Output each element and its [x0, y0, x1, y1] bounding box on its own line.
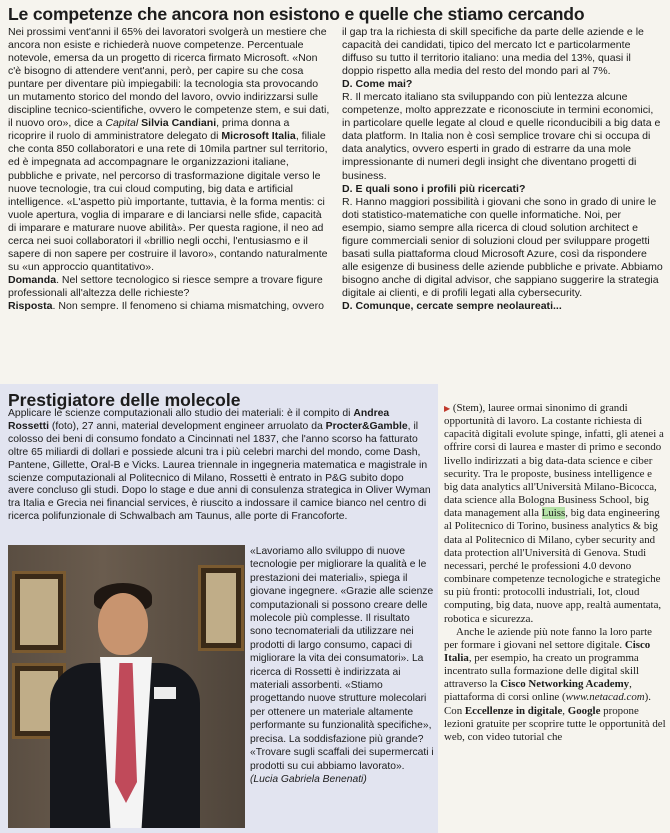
article-column-3	[444, 402, 666, 744]
picture-frame	[12, 571, 66, 653]
col3-text-7: ,	[562, 704, 568, 717]
box-text-2: (foto), 27 anni, material development engineer arruolato da	[49, 420, 326, 432]
company-name: Microsoft Italia	[221, 130, 296, 143]
col3-text-1: (Stem), lauree ormai sinonimo di grandi opportunità di lavoro. La costante richiesta di capacità digitali evolute spinge, infatti, gli atenei a offrire corsi di laurea e master di primo e secondo livello indirizzati a big data-data science e ciber security. Tra le proposte, business intelligence e big data analytics all'Università Milano-Bicocca, data science alla Bologna Business School, big data management alla	[444, 402, 664, 520]
portrait-photo	[8, 545, 245, 828]
answer-text: . Non sempre. Il fenomeno si chiama mismatching, ovvero	[52, 299, 324, 312]
question-label: Domanda	[8, 273, 57, 286]
academy-name: Cisco Networking Academy	[500, 678, 630, 691]
employer-name: Procter&Gamble	[325, 420, 408, 432]
question-2: D. Come mai?	[342, 78, 413, 91]
face	[98, 593, 148, 655]
intro-text: Nei prossimi vent'anni il 65% dei lavoratori svolgerà un mestiere che ancora non esiste e richiederà nuove competenze. Percentuale notevole, emersa da un progetto di ricerca firmato Microsoft. «Non c'è bisogno di attendere vent'anni, però, per capire su che cosa puntare per diventare più impiegabili: la tecnologia sta provocando un mutamento storico del mondo del lavoro, ovvio indirizzarsi sulle discipline tecnico-scientifiche, ovvero le competenze stem, e sui dati, il nuovo oro», dice a	[8, 26, 330, 130]
box-body	[8, 408, 432, 524]
col3-text-8: propone lezioni gratuite per scoprire tutte le opportunità del web, con video tutorial che	[444, 704, 666, 743]
col3-text-5: , piattaforma di corsi online (	[444, 678, 632, 704]
program-name: Eccellenze in digitale	[464, 704, 563, 717]
box-text-1: Applicare le scienze computazionali allo studio dei materiali: è il compito di	[8, 408, 354, 419]
article-column-2	[342, 26, 664, 313]
question-4: D. Comunque, cercate sempre neolaureati...	[342, 299, 562, 312]
website-url: www.netacad.com	[565, 691, 645, 704]
question-text: . Nel settore tecnologico si riesce sempre a trovare figure professionali all'altezza delle richieste?	[8, 273, 323, 299]
google-name: Google	[567, 704, 601, 717]
answer-label: Risposta	[8, 299, 53, 312]
col3-text-2: , big data engineering al Politecnico di Torino, business analytics & big data al Politecnico di Milano, cyber security and data protection all'Università di Genova. Studi necessari, perché le professioni 4.0 devono combinare competenze tecnologiche e strategiche su più fronti: protocolli industriali, Iot, cloud computing, big data, nuove app, realtà aumentata, robotica e sicurezza.	[444, 507, 662, 625]
profile-name: Andrea Rossetti	[8, 408, 390, 432]
answer-2: R. Il mercato italiano sta sviluppando con più lentezza alcune competenze, molto apprezzate e riconosciute in termini economici, in particolare quelle legate al cloud e quelle riconducibili a big data e data platform. In Italia non è così semplice trovare chi si occupa di data analytics, ovvero esperti in grado di estrarre da una mole impressionante di numeri degli insight che diventano progetti di business.	[342, 91, 661, 182]
person-name: Silvia Candiani	[141, 117, 217, 130]
author-signature: (Lucia Gabriela Benenati)	[250, 773, 367, 785]
magazine-name: Capital	[105, 117, 139, 130]
picture-frame	[198, 565, 244, 651]
pocket-square	[154, 687, 176, 699]
question-3: D. E quali sono i profili più ricercati?	[342, 182, 526, 195]
quote-text: «Lavoriamo allo sviluppo di nuove tecnologie per migliorare la qualità e le prestazioni dei materiali», spiega il giovane ingegnere. «Grazie alle scienze computazionali si possono creare delle molecole più complesse. Il risultato sono tecnomateriali da utilizzare nei prodotti di largo consumo, capaci di migliorare la vita dei consumatori». La ricerca di Rossetti è indirizzata ai materiali assorbenti. «Stiamo progettando nuove strutture molecolari per ottenere un materiale altamente performante su funzionalità specifiche», precisa. La soddisfazione più grande? «Trovare sugli scaffali dei supermercati i prodotti su cui abbiamo lavorato».	[250, 546, 434, 772]
cisco-name: Cisco Italia	[444, 638, 651, 664]
col3-text-4: , per esempio, ha creato un programma incentrato sulla formazione delle digital skill attraverso la	[444, 651, 640, 691]
box-quote	[250, 545, 434, 786]
box-title: Prestigiatore delle molecole	[8, 390, 241, 410]
intro-text-2: , prima donna a ricoprire il ruolo di amministratore delegato di	[8, 117, 290, 143]
col3-text-3: Anche le aziende più note fanno la loro parte per formare i giovani nel settore digitale.	[444, 625, 652, 651]
article-title: Le competenze che ancora non esistono e quelle che stiamo cercando	[8, 4, 585, 24]
col3-text-6: ). Con	[444, 691, 651, 717]
highlighted-word: Luiss	[541, 507, 566, 520]
continuation-arrow-icon: ▶	[444, 404, 451, 413]
answer-3: R. Hanno maggiori possibilità i giovani che sono in grado di unire le doti statistico-matematiche con quelle informatiche. Noi, per esempio, siamo sempre alla ricerca di cloud solution architect e figure commerciali senior di soluzioni cloud per sviluppare progetti basati sulla piattaforma cloud Microsoft Azure, così da rispondere alle esigenze di business delle aziende pubbliche e private. Abbiamo bisogno anche di digital advisor, che sappiano suggerire la strategia digitale ai clienti, e di profili legati alla cybersecurity.	[342, 195, 663, 299]
intro-text-3: , filiale che conta 850 collaboratori e una rete di 10mila partner sul territorio, ed è impegnata ad accompagnare le organizzazioni italiane, pubbliche e private, nel percorso di trasformazione digitale verso le nuove tecnologie, tra cui cloud computing, big data e artificial intelligence. «L'aspetto più importante, tuttavia, è la forma mentis: ci vuole apertura, voglia di imparare e di lanciarsi nelle sfide, capacità di imparare e maturare nuove abilità». Per questa ragione, il neo ad cerca nei suoi collaboratori il «brillio negli occhi, l'entusiasmo e il sapere di non sapere per costruire il lavoro», contando naturalmente su «un approccio quantitativo».	[8, 130, 328, 273]
article-column-1	[8, 26, 330, 313]
answer-continued: il gap tra la richiesta di skill specifiche da parte delle aziende e le capacità dei candidati, tipico del mercato Ict e particolarmente diffuso su tutto il territorio italiano: una media del 13%, quasi il doppio rispetto alla media del resto del mondo pari al 7%.	[342, 26, 644, 78]
box-text-3: , il colosso dei beni di consumo fondato a Cincinnati nel 1837, che l'anno scorso ha fatturato oltre 65 miliardi di dollari e possiede alcuni tra i più celebri marchi del mondo, come Dash, Pantene, Gillette, Oral-B e Vicks. Laurea triennale in ingegneria matematica e magistrale in scienze computazionali al Politecnico di Milano, Rossetti è entrato in P&G subito dopo avere concluso gli studi. Dopo lo stage e due anni di consulenza strategica in Oliver Wyman tra Italia e Grecia nei financial services, è riuscito a indossare il camice bianco nel centro di ricerca polifunzionale di Schwalbach am Taunus, alle porte di Francoforte.	[8, 420, 431, 523]
